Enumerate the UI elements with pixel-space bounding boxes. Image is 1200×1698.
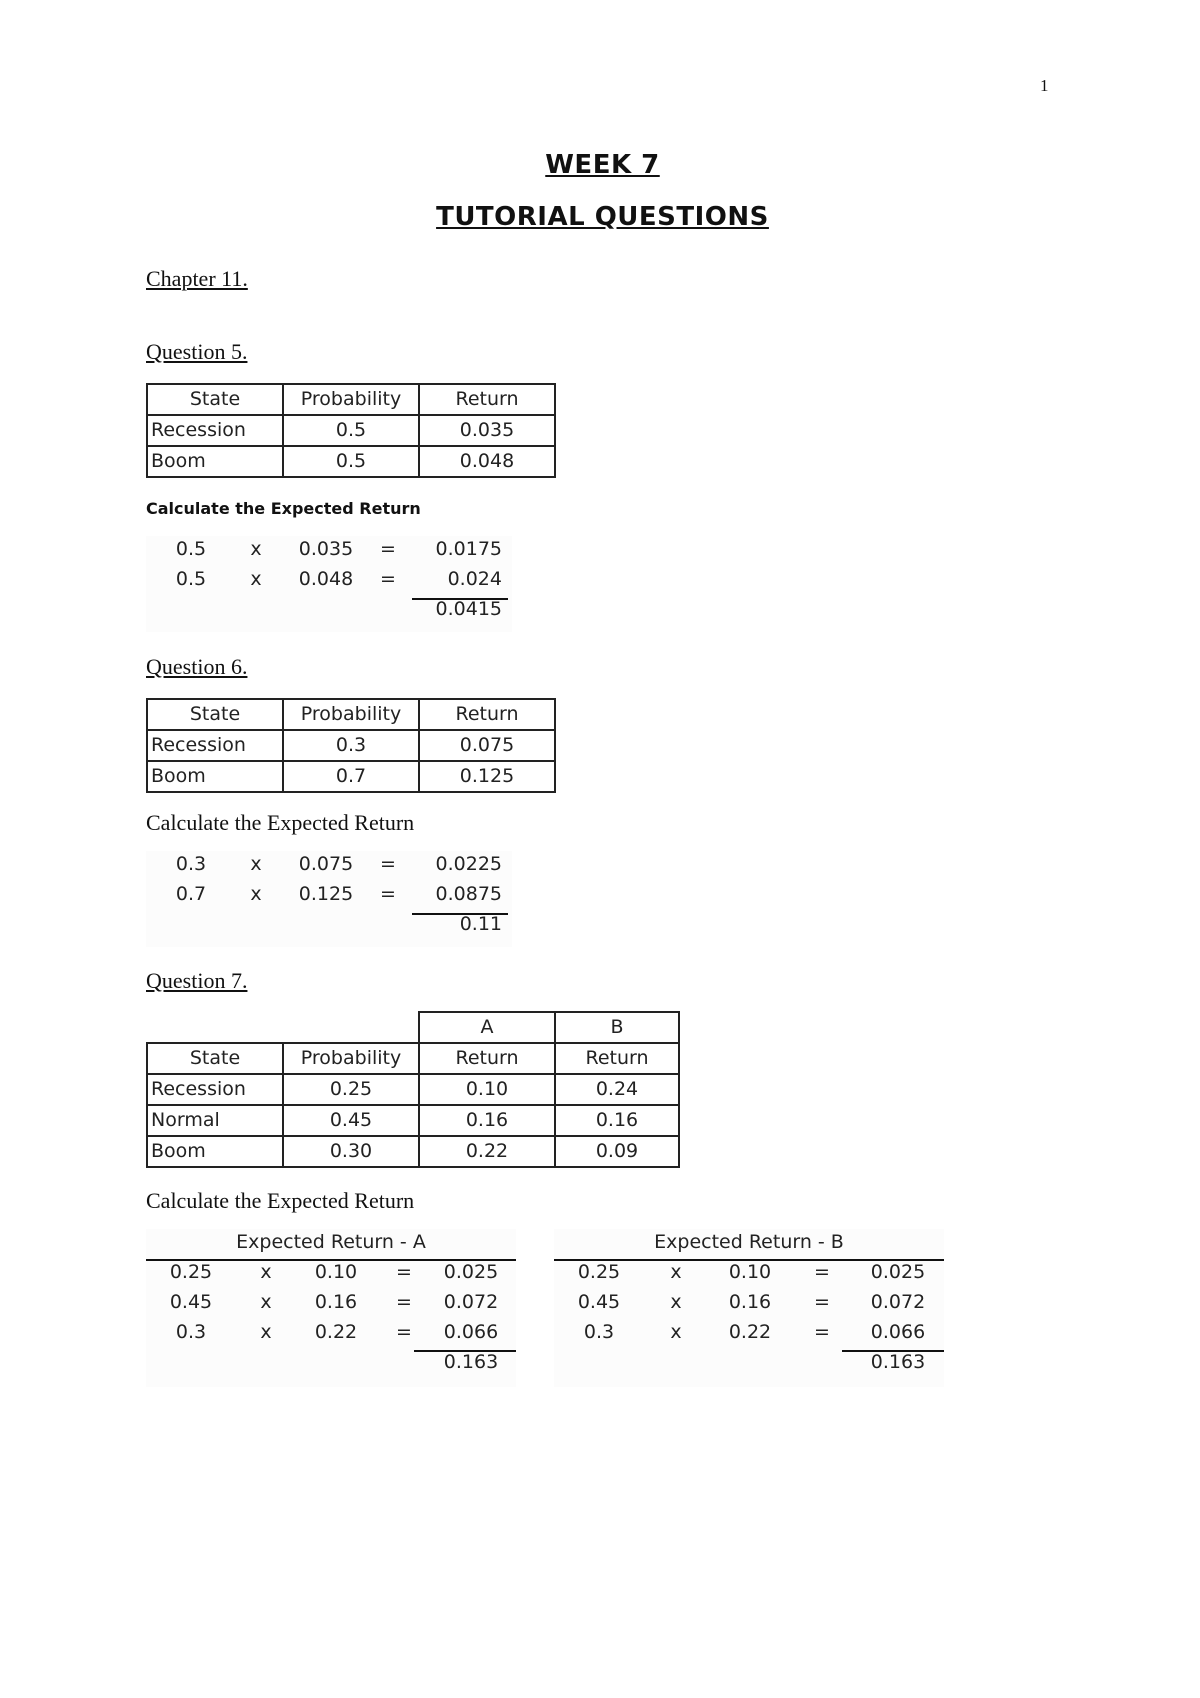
table-row bbox=[147, 1136, 679, 1167]
q5-heading: Question 5. bbox=[146, 339, 248, 364]
calc-multiply: x bbox=[260, 1321, 272, 1343]
table-header: Return bbox=[555, 1043, 679, 1074]
calc-result: 0.066 bbox=[870, 1321, 926, 1343]
calc-probability: 0.25 bbox=[577, 1261, 621, 1283]
calc-a-title-row bbox=[146, 1229, 516, 1259]
calc-row bbox=[146, 881, 512, 911]
table-cell: 0.125 bbox=[419, 761, 555, 792]
table-cell: Recession bbox=[147, 415, 283, 446]
table-header: Probability bbox=[283, 384, 419, 415]
calc-row bbox=[146, 851, 512, 881]
table-cell: Recession bbox=[147, 1074, 283, 1105]
calc-row bbox=[146, 1289, 516, 1319]
table-cell: Boom bbox=[147, 761, 283, 792]
table-cell: Boom bbox=[147, 1136, 283, 1167]
calc-row bbox=[554, 1259, 944, 1289]
calc-return: 0.125 bbox=[298, 883, 354, 905]
table-cell: 0.5 bbox=[283, 415, 419, 446]
calc-return: 0.048 bbox=[298, 568, 354, 590]
calc-row bbox=[554, 1289, 944, 1319]
q7-table bbox=[146, 1011, 680, 1168]
table-row bbox=[147, 1074, 679, 1105]
calc-probability: 0.45 bbox=[169, 1291, 213, 1313]
table-header: Probability bbox=[283, 699, 419, 730]
table-cell: Boom bbox=[147, 446, 283, 477]
calc-probability: 0.45 bbox=[577, 1291, 621, 1313]
calc-probability: 0.5 bbox=[175, 568, 207, 590]
table-cell: 0.5 bbox=[283, 446, 419, 477]
calc-total-row bbox=[554, 1349, 944, 1379]
table-cell: Recession bbox=[147, 730, 283, 761]
table-group-header-row bbox=[147, 1012, 679, 1043]
q7-heading: Question 7. bbox=[146, 968, 248, 993]
calc-result: 0.0175 bbox=[435, 538, 502, 560]
calc-multiply: x bbox=[250, 853, 262, 875]
calc-total: 0.11 bbox=[459, 913, 502, 935]
table-header-row bbox=[147, 699, 555, 730]
calc-result: 0.0875 bbox=[435, 883, 502, 905]
q6-calc-block bbox=[146, 851, 512, 947]
calc-total: 0.163 bbox=[870, 1351, 926, 1373]
tutorial-title: TUTORIAL QUESTIONS bbox=[436, 202, 769, 232]
table-header: Return bbox=[419, 1043, 555, 1074]
calc-b-title-row bbox=[554, 1229, 944, 1259]
q7-calc-a-block bbox=[146, 1229, 516, 1387]
table-group-header: A bbox=[419, 1012, 555, 1043]
q6-calc-title: Calculate the Expected Return bbox=[146, 810, 415, 835]
calc-return: 0.16 bbox=[314, 1291, 358, 1313]
calc-equals: = bbox=[814, 1291, 830, 1313]
calc-total: 0.163 bbox=[443, 1351, 499, 1373]
q7-calc-title: Calculate the Expected Return bbox=[146, 1188, 415, 1213]
calc-result: 0.0225 bbox=[435, 853, 502, 875]
q5-calc-block bbox=[146, 536, 512, 632]
calc-return: 0.10 bbox=[728, 1261, 772, 1283]
calc-result: 0.025 bbox=[443, 1261, 499, 1283]
table-header: State bbox=[147, 1043, 283, 1074]
calc-row bbox=[146, 566, 512, 596]
calc-probability: 0.3 bbox=[175, 1321, 207, 1343]
calc-return: 0.10 bbox=[314, 1261, 358, 1283]
table-cell: 0.45 bbox=[283, 1105, 419, 1136]
table-cell: Normal bbox=[147, 1105, 283, 1136]
table-cell: 0.7 bbox=[283, 761, 419, 792]
table-header: State bbox=[147, 384, 283, 415]
chapter-heading: Chapter 11. bbox=[146, 266, 248, 291]
table-row bbox=[147, 446, 555, 477]
calc-equals: = bbox=[814, 1261, 830, 1283]
q7-calc-b-block bbox=[554, 1229, 944, 1387]
table-header-row bbox=[147, 384, 555, 415]
calc-total-row bbox=[146, 1349, 516, 1379]
q5-table bbox=[146, 383, 556, 478]
calc-total-row bbox=[146, 596, 512, 626]
table-row bbox=[147, 1105, 679, 1136]
calc-probability: 0.3 bbox=[175, 853, 207, 875]
calc-equals: = bbox=[814, 1321, 830, 1343]
calc-multiply: x bbox=[670, 1321, 682, 1343]
calc-row bbox=[146, 536, 512, 566]
calc-return: 0.22 bbox=[314, 1321, 358, 1343]
table-row bbox=[147, 415, 555, 446]
table-cell: 0.09 bbox=[555, 1136, 679, 1167]
calc-multiply: x bbox=[250, 568, 262, 590]
calc-probability: 0.7 bbox=[175, 883, 207, 905]
calc-return: 0.22 bbox=[728, 1321, 772, 1343]
table-group-header: B bbox=[555, 1012, 679, 1043]
calc-multiply: x bbox=[250, 883, 262, 905]
calc-result: 0.024 bbox=[447, 568, 502, 590]
calc-probability: 0.25 bbox=[169, 1261, 213, 1283]
table-cell: 0.3 bbox=[283, 730, 419, 761]
calc-equals: = bbox=[380, 853, 396, 875]
calc-result: 0.072 bbox=[870, 1291, 926, 1313]
calc-result: 0.072 bbox=[443, 1291, 499, 1313]
table-row bbox=[147, 761, 555, 792]
calc-equals: = bbox=[380, 568, 396, 590]
calc-result: 0.066 bbox=[443, 1321, 499, 1343]
calc-equals: = bbox=[380, 883, 396, 905]
table-cell: 0.035 bbox=[419, 415, 555, 446]
table-header: Return bbox=[419, 699, 555, 730]
calc-return: 0.035 bbox=[298, 538, 354, 560]
table-cell: 0.24 bbox=[555, 1074, 679, 1105]
calc-multiply: x bbox=[670, 1291, 682, 1313]
calc-row bbox=[146, 1259, 516, 1289]
calc-row bbox=[146, 1319, 516, 1349]
calc-return: 0.075 bbox=[298, 853, 354, 875]
page-number: 1 bbox=[1040, 76, 1049, 95]
table-spacer bbox=[147, 1012, 283, 1043]
table-cell: 0.16 bbox=[555, 1105, 679, 1136]
calc-multiply: x bbox=[260, 1291, 272, 1313]
table-cell: 0.10 bbox=[419, 1074, 555, 1105]
table-cell: 0.25 bbox=[283, 1074, 419, 1105]
calc-return: 0.16 bbox=[728, 1291, 772, 1313]
table-cell: 0.075 bbox=[419, 730, 555, 761]
table-spacer bbox=[283, 1012, 419, 1043]
calc-probability: 0.5 bbox=[175, 538, 207, 560]
q6-table bbox=[146, 698, 556, 793]
table-cell: 0.048 bbox=[419, 446, 555, 477]
calc-equals: = bbox=[380, 538, 396, 560]
week-title: WEEK 7 bbox=[545, 150, 660, 180]
table-header: State bbox=[147, 699, 283, 730]
table-cell: 0.30 bbox=[283, 1136, 419, 1167]
table-header: Return bbox=[419, 384, 555, 415]
table-cell: 0.22 bbox=[419, 1136, 555, 1167]
calc-probability: 0.3 bbox=[583, 1321, 615, 1343]
table-header: Probability bbox=[283, 1043, 419, 1074]
calc-total-row bbox=[146, 911, 512, 941]
calc-a-title: Expected Return - A bbox=[236, 1231, 426, 1253]
q5-calc-title: Calculate the Expected Return bbox=[146, 499, 421, 518]
calc-b-title: Expected Return - B bbox=[654, 1231, 844, 1253]
calc-multiply: x bbox=[670, 1261, 682, 1283]
calc-total: 0.0415 bbox=[435, 598, 502, 620]
table-cell: 0.16 bbox=[419, 1105, 555, 1136]
calc-row bbox=[554, 1319, 944, 1349]
calc-multiply: x bbox=[250, 538, 262, 560]
q6-heading: Question 6. bbox=[146, 654, 248, 679]
table-row bbox=[147, 730, 555, 761]
calc-equals: = bbox=[396, 1261, 412, 1283]
calc-equals: = bbox=[396, 1291, 412, 1313]
calc-multiply: x bbox=[260, 1261, 272, 1283]
calc-result: 0.025 bbox=[870, 1261, 926, 1283]
table-header-row bbox=[147, 1043, 679, 1074]
calc-equals: = bbox=[396, 1321, 412, 1343]
